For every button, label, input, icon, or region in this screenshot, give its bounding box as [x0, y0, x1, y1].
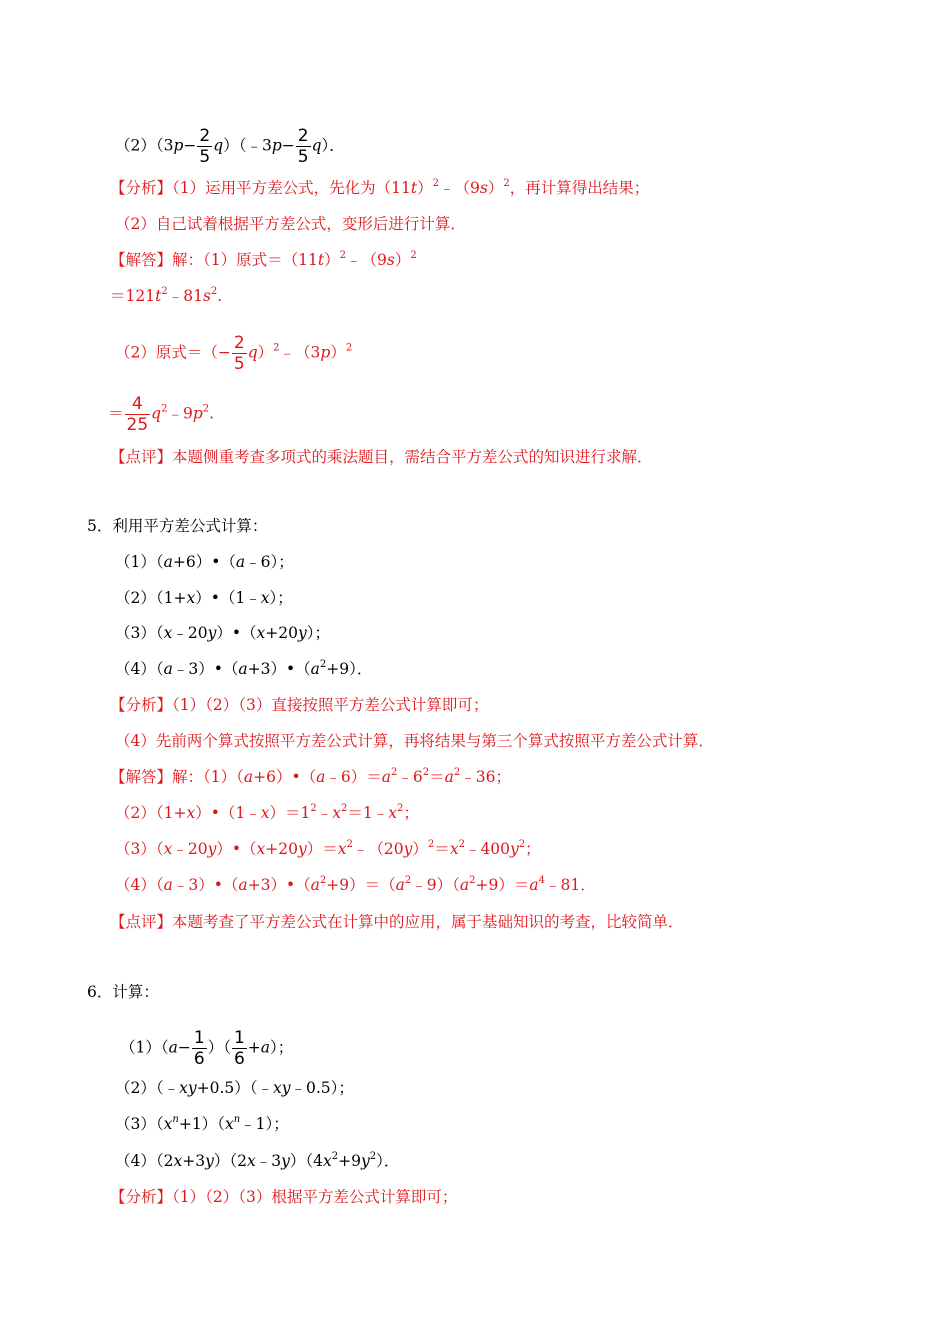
question-5-item-2: （2）（1+x）•（1﹣x）； — [115, 589, 293, 607]
question-6-item-1: （1）（a− $\frac{1}{6}$ ）（ $\frac{1}{6}$ +a）； — [120, 1028, 294, 1069]
analysis-label: 【分析】 — [110, 1188, 173, 1206]
solution-line-4: ＝ $\frac{4}{25}$ $q^2﹣9p^2$. — [108, 394, 215, 435]
fraction: $\frac{2}{5}$ — [297, 126, 309, 167]
fraction: $\frac{1}{6}$ — [193, 1028, 205, 1069]
q5-analysis-line-2: （4）先前两个算式按照平方差公式计算，再将结果与第三个算式按照平方差公式计算． — [115, 732, 714, 750]
q5-solution-line-2: $(2)(1+x)•(1﹣x)=1^2﹣x^2=1﹣x^2$； — [115, 803, 419, 822]
fraction: $\frac{1}{6}$ — [233, 1028, 245, 1069]
q5-solution-line-3: $(3)(x﹣20y)•(x+20y)=x^2﹣(20y)^2=x^2﹣400y^2$； — [115, 839, 541, 858]
q5-solution-line-4: $(4)(a﹣3)•(a+3)•(a^2+9)=(a^2﹣9)(a^2+9)=a^4﹣81$． — [115, 875, 596, 894]
question-part-2: （2）（3p− $\frac{2}{5}$ q）（﹣3p− $\frac{2}{5}$ q）． — [115, 126, 345, 167]
question-5-item-3: （3）（x﹣20y）•（x+20y）； — [115, 624, 331, 642]
q5-comment-line: 【点评】本题考查了平方差公式在计算中的应用，属于基础知识的考查，比较简单． — [110, 913, 684, 931]
question-5-item-1: （1）（a+6）•（a﹣6）； — [115, 553, 294, 571]
solution-label: 【解答】 — [110, 768, 173, 786]
q6-analysis-line-1: 【分析】（1）（2）（3）根据平方差公式计算即可； — [110, 1188, 458, 1206]
analysis-label: 【分析】 — [110, 696, 173, 714]
question-6-item-2: （2）（﹣xy+0.5）（﹣xy﹣0.5）； — [115, 1079, 354, 1097]
comment-label: 【点评】 — [110, 913, 173, 931]
analysis-line-1: 【分析】（1）运用平方差公式，先化为$(11t)^2﹣(9s)^2$，再计算得出结果； — [110, 178, 650, 197]
question-5-title: 5．利用平方差公式计算： — [87, 517, 268, 535]
question-6-title: 6．计算： — [87, 983, 159, 1001]
q5-solution-line-1: 【解答】解：$(1)(a+6)•(a﹣6)=a^2﹣6^2=a^2﹣36$； — [110, 767, 512, 786]
fraction: $\frac{2}{5}$ — [199, 126, 211, 167]
solution-line-1: 【解答】解：（1）原式$=(11t)^2﹣(9s)^2$ — [110, 250, 417, 269]
question-6-item-4: $(4)(2x+3y)(2x﹣3y)(4x^2+9y^2)$． — [115, 1151, 400, 1170]
analysis-line-2: （2）自己试着根据平方差公式，变形后进行计算． — [115, 215, 466, 233]
q5-analysis-line-1: 【分析】（1）（2）（3）直接按照平方差公式计算即可； — [110, 696, 489, 714]
comment-label: 【点评】 — [110, 448, 173, 466]
question-6-item-3: $(3)(x^n+1)(x^n﹣1)$； — [115, 1114, 289, 1133]
solution-line-2: $=121t^2﹣81s^2$. — [110, 286, 223, 305]
fraction: $\frac{2}{5}$ — [233, 333, 245, 374]
analysis-label: 【分析】 — [110, 179, 173, 197]
solution-label: 【解答】 — [110, 251, 173, 269]
question-5-item-4: $(4)(a﹣3)•(a+3)•(a^2+9)$． — [115, 659, 373, 678]
comment-line: 【点评】本题侧重考查多项式的乘法题目，需结合平方差公式的知识进行求解． — [110, 448, 653, 466]
solution-line-3: （2）原式＝（− $\frac{2}{5}$ $q)^2﹣(3p)^2$ — [115, 333, 353, 374]
fraction: $\frac{4}{25}$ — [126, 394, 149, 435]
